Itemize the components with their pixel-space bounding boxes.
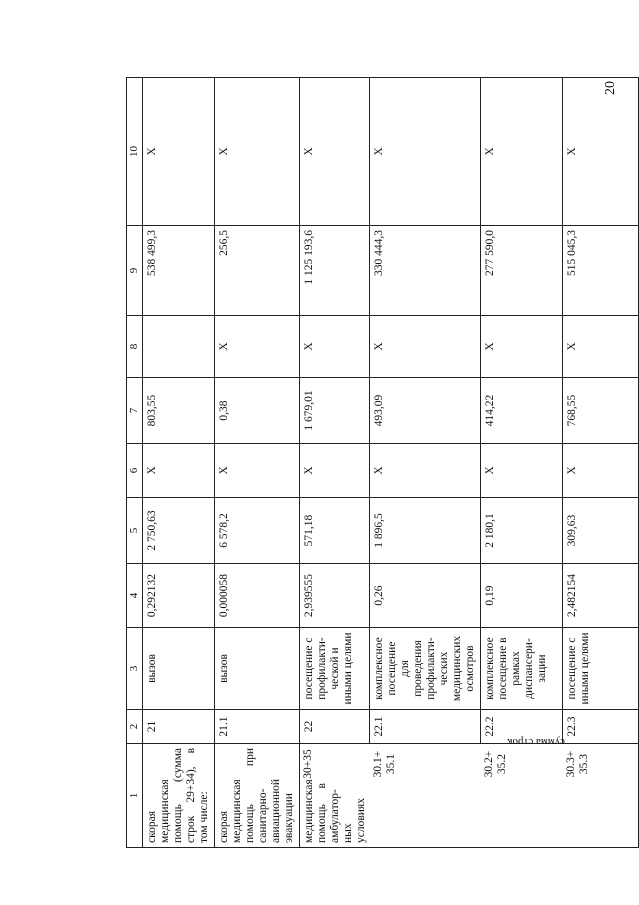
value-cell: 493,09 [370, 378, 481, 444]
value-cell: 1 896,5 [370, 498, 481, 564]
inverted-note: сумма строк [507, 736, 565, 748]
unit-cell: комплексное посещение для проведения профилакти-ческих медицинских осмотров [370, 628, 481, 710]
value-cell: 803,55 [143, 378, 215, 444]
unit-cell: вызов [143, 628, 215, 710]
header-cell: 4 [127, 564, 143, 628]
value-cell: X [300, 78, 370, 226]
row-number: 21 [143, 710, 215, 744]
value-cell: 0,26 [370, 564, 481, 628]
header-cell: 3 [127, 628, 143, 710]
value-cell: 515 045,3 [563, 226, 639, 316]
header-row [127, 78, 143, 848]
value-cell: X [481, 444, 563, 498]
unit-cell: вызов [215, 628, 300, 710]
header-cell: 2 [127, 710, 143, 744]
value-cell: X [563, 316, 639, 378]
value-cell: X [563, 78, 639, 226]
value-cell: 0,19 [481, 564, 563, 628]
value-cell: 2 750,63 [143, 498, 215, 564]
row-number: 22 [300, 710, 370, 744]
value-cell: 0,000058 [215, 564, 300, 628]
row-number: 22.3 [563, 710, 639, 744]
value-cell: X [370, 78, 481, 226]
value-cell: 0,292132 [143, 564, 215, 628]
unit-cell: посещение с профилакти-ческой и иными целями [300, 628, 370, 710]
row-subcode: 30+35 [302, 749, 314, 779]
value-cell: 571,18 [300, 498, 370, 564]
value-cell: X [370, 316, 481, 378]
row-subcode: 30.2+ 35.2 [483, 750, 508, 778]
value-cell: 6 578,2 [215, 498, 300, 564]
value-cell [143, 316, 215, 378]
row-label: скорая медицинская помощь (сумма строк 29+34), в том числе: [143, 744, 215, 848]
unit-cell: комплексное посещение в рамках диспансери-зации [481, 628, 563, 710]
value-cell: X [215, 78, 300, 226]
value-cell: 330 444,3 [370, 226, 481, 316]
value-cell: 277 590,0 [481, 226, 563, 316]
row-subcode: 30.1+ 35.1 [372, 750, 397, 778]
row-label [300, 744, 639, 848]
value-cell: 256,5 [215, 226, 300, 316]
row-subcode: 30.3+ 35.3 [565, 750, 590, 778]
rotated-table-container [126, 78, 614, 848]
unit-cell: посещение с иными целями [563, 628, 639, 710]
value-cell: 1 125 193,6 [300, 226, 370, 316]
table-row [300, 78, 370, 848]
row-number: 22.1 [370, 710, 481, 744]
table-row [215, 78, 300, 848]
value-cell: 2,939555 [300, 564, 370, 628]
header-cell: 1 [127, 744, 143, 848]
row-number: 22.2 [481, 710, 563, 744]
value-cell: X [300, 316, 370, 378]
header-cell: 7 [127, 378, 143, 444]
value-cell: X [143, 444, 215, 498]
table-row [370, 78, 481, 848]
value-cell: 1 679,01 [300, 378, 370, 444]
table-row [481, 78, 563, 848]
page-number: 20 [603, 81, 618, 95]
value-cell: X [370, 444, 481, 498]
value-cell: X [143, 78, 215, 226]
header-cell: 9 [127, 226, 143, 316]
table-row [563, 78, 639, 848]
financing-table [126, 77, 639, 848]
value-cell: X [563, 444, 639, 498]
row-number: 21.1 [215, 710, 300, 744]
value-cell: X [215, 316, 300, 378]
table-row [143, 78, 215, 848]
value-cell: 309,63 [563, 498, 639, 564]
header-cell: 5 [127, 498, 143, 564]
value-cell: 768,55 [563, 378, 639, 444]
value-cell: 538 499,3 [143, 226, 215, 316]
header-cell: 6 [127, 444, 143, 498]
value-cell: X [215, 444, 300, 498]
header-cell: 8 [127, 316, 143, 378]
header-cell: 10 [127, 78, 143, 226]
value-cell: X [481, 78, 563, 226]
row-label-text: медицинская помощь в амбулатор-ных условиях [303, 779, 367, 843]
value-cell: 0,38 [215, 378, 300, 444]
value-cell: 2,482154 [563, 564, 639, 628]
value-cell: X [300, 444, 370, 498]
value-cell: 2 180,1 [481, 498, 563, 564]
value-cell: X [481, 316, 563, 378]
row-label: скорая медицинская помощь при санитарно-авиационной эвакуации [215, 744, 300, 848]
value-cell: 414,22 [481, 378, 563, 444]
